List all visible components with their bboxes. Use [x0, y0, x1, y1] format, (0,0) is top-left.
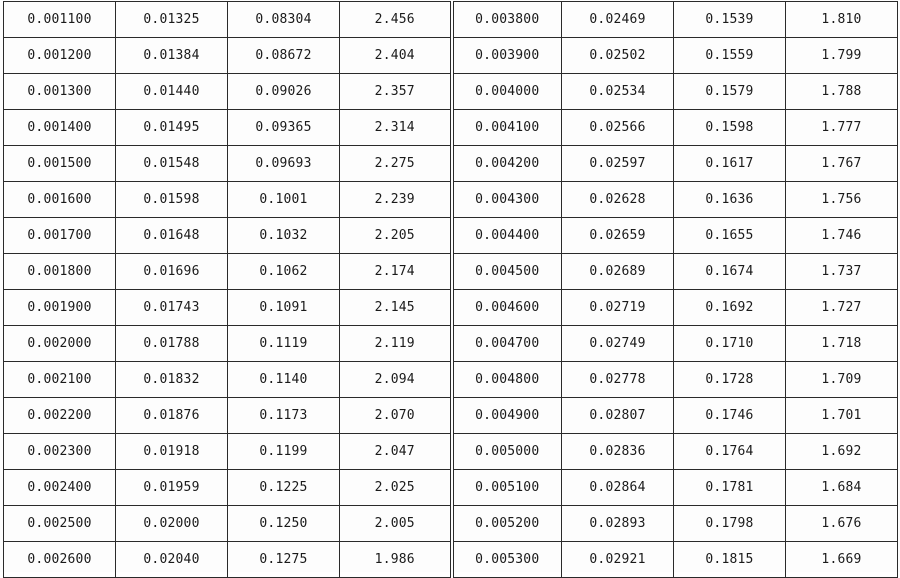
table-cell: 0.1119 — [228, 326, 340, 362]
table-cell: 1.727 — [786, 290, 898, 326]
table-cell: 0.1781 — [674, 470, 786, 506]
table-cell: 0.1559 — [674, 38, 786, 74]
table-cell: 0.02778 — [562, 362, 674, 398]
table-cell: 0.1275 — [228, 542, 340, 578]
table-cell: 0.1539 — [674, 2, 786, 38]
table-cell: 1.788 — [786, 74, 898, 110]
table-row — [4, 38, 898, 74]
table-row — [4, 434, 898, 470]
table-cell: 0.1655 — [674, 218, 786, 254]
table-cell: 0.005200 — [452, 506, 562, 542]
table-cell: 0.004800 — [452, 362, 562, 398]
table-cell: 0.02921 — [562, 542, 674, 578]
table-cell: 0.004300 — [452, 182, 562, 218]
table-cell: 1.692 — [786, 434, 898, 470]
table-cell: 0.1225 — [228, 470, 340, 506]
table-cell: 0.003800 — [452, 2, 562, 38]
table-row — [4, 146, 898, 182]
table-cell: 1.799 — [786, 38, 898, 74]
table-cell: 1.669 — [786, 542, 898, 578]
table-cell: 0.08672 — [228, 38, 340, 74]
table-cell: 1.701 — [786, 398, 898, 434]
table-cell: 0.1091 — [228, 290, 340, 326]
table-row — [4, 2, 898, 38]
table-cell: 0.1617 — [674, 146, 786, 182]
table-cell: 0.01918 — [116, 434, 228, 470]
table-cell: 1.756 — [786, 182, 898, 218]
table-row — [4, 290, 898, 326]
table-cell: 1.737 — [786, 254, 898, 290]
table-cell: 0.1598 — [674, 110, 786, 146]
table-cell: 0.004200 — [452, 146, 562, 182]
table-row — [4, 326, 898, 362]
table-cell: 0.02893 — [562, 506, 674, 542]
table-cell: 2.275 — [340, 146, 452, 182]
table-cell: 0.02597 — [562, 146, 674, 182]
table-cell: 0.001500 — [4, 146, 116, 182]
table-cell: 0.002000 — [4, 326, 116, 362]
table-cell: 0.02000 — [116, 506, 228, 542]
table-cell: 0.001600 — [4, 182, 116, 218]
table-cell: 0.1728 — [674, 362, 786, 398]
table-row — [4, 362, 898, 398]
table-cell: 1.676 — [786, 506, 898, 542]
table-row — [4, 398, 898, 434]
table-body — [4, 2, 898, 578]
table-cell: 0.01876 — [116, 398, 228, 434]
table-cell: 0.02749 — [562, 326, 674, 362]
table-cell: 0.1746 — [674, 398, 786, 434]
table-cell: 2.070 — [340, 398, 452, 434]
table-cell: 0.005100 — [452, 470, 562, 506]
table-cell: 0.002600 — [4, 542, 116, 578]
table-row — [4, 470, 898, 506]
table-cell: 0.001200 — [4, 38, 116, 74]
table-cell: 1.718 — [786, 326, 898, 362]
table-cell: 0.002500 — [4, 506, 116, 542]
table-cell: 0.001800 — [4, 254, 116, 290]
table-cell: 0.01325 — [116, 2, 228, 38]
table-cell: 0.02534 — [562, 74, 674, 110]
table-cell: 0.1674 — [674, 254, 786, 290]
table-cell: 2.145 — [340, 290, 452, 326]
table-row — [4, 182, 898, 218]
table-cell: 0.02719 — [562, 290, 674, 326]
table-cell: 0.01598 — [116, 182, 228, 218]
table-cell: 0.01743 — [116, 290, 228, 326]
table-cell: 0.004900 — [452, 398, 562, 434]
table-cell: 2.456 — [340, 2, 452, 38]
table-cell: 0.004600 — [452, 290, 562, 326]
table-cell: 0.01440 — [116, 74, 228, 110]
table-cell: 0.002200 — [4, 398, 116, 434]
table-cell: 0.005300 — [452, 542, 562, 578]
table-cell: 0.01788 — [116, 326, 228, 362]
table-cell: 0.02502 — [562, 38, 674, 74]
table-cell: 2.357 — [340, 74, 452, 110]
table-cell: 0.01959 — [116, 470, 228, 506]
table-cell: 1.684 — [786, 470, 898, 506]
table-cell: 0.1710 — [674, 326, 786, 362]
table-cell: 0.02836 — [562, 434, 674, 470]
table-cell: 0.1001 — [228, 182, 340, 218]
table-row — [4, 542, 898, 578]
table-cell: 0.1062 — [228, 254, 340, 290]
table-cell: 0.02864 — [562, 470, 674, 506]
table-cell: 0.02807 — [562, 398, 674, 434]
table-cell: 1.767 — [786, 146, 898, 182]
table-cell: 0.1173 — [228, 398, 340, 434]
table-cell: 0.08304 — [228, 2, 340, 38]
table-cell: 1.986 — [340, 542, 452, 578]
table-cell: 0.005000 — [452, 434, 562, 470]
table-cell: 0.02689 — [562, 254, 674, 290]
table-cell: 0.001900 — [4, 290, 116, 326]
table-cell: 0.004100 — [452, 110, 562, 146]
table-cell: 0.1692 — [674, 290, 786, 326]
table-cell: 2.119 — [340, 326, 452, 362]
table-cell: 0.002100 — [4, 362, 116, 398]
table-cell: 0.1032 — [228, 218, 340, 254]
data-table — [3, 1, 898, 578]
table-cell: 1.709 — [786, 362, 898, 398]
table-cell: 0.1764 — [674, 434, 786, 470]
table-cell: 0.02566 — [562, 110, 674, 146]
table-row — [4, 506, 898, 542]
table-row — [4, 74, 898, 110]
table-row — [4, 218, 898, 254]
table-cell: 0.01384 — [116, 38, 228, 74]
table-cell: 1.777 — [786, 110, 898, 146]
table-cell: 0.1636 — [674, 182, 786, 218]
table-cell: 0.01648 — [116, 218, 228, 254]
table-cell: 0.02469 — [562, 2, 674, 38]
table-cell: 0.1199 — [228, 434, 340, 470]
table-cell: 0.01832 — [116, 362, 228, 398]
table-cell: 1.810 — [786, 2, 898, 38]
table-cell: 2.205 — [340, 218, 452, 254]
table-cell: 0.1798 — [674, 506, 786, 542]
table-cell: 0.02628 — [562, 182, 674, 218]
table-cell: 0.004700 — [452, 326, 562, 362]
table-cell: 2.404 — [340, 38, 452, 74]
table-cell: 2.047 — [340, 434, 452, 470]
table-cell: 0.01548 — [116, 146, 228, 182]
table-cell: 0.002400 — [4, 470, 116, 506]
table-cell: 0.09026 — [228, 74, 340, 110]
table-cell: 0.02040 — [116, 542, 228, 578]
table-cell: 1.746 — [786, 218, 898, 254]
table-cell: 0.001400 — [4, 110, 116, 146]
table-cell: 2.025 — [340, 470, 452, 506]
table-cell: 0.09365 — [228, 110, 340, 146]
table-cell: 0.02659 — [562, 218, 674, 254]
table-cell: 2.239 — [340, 182, 452, 218]
table-cell: 2.094 — [340, 362, 452, 398]
table-cell: 2.174 — [340, 254, 452, 290]
table-row — [4, 110, 898, 146]
table-cell: 0.001700 — [4, 218, 116, 254]
table-row — [4, 254, 898, 290]
table-cell: 0.01696 — [116, 254, 228, 290]
table-cell: 2.005 — [340, 506, 452, 542]
table-cell: 0.004500 — [452, 254, 562, 290]
table-cell: 0.1140 — [228, 362, 340, 398]
table-cell: 2.314 — [340, 110, 452, 146]
table-cell: 0.002300 — [4, 434, 116, 470]
table-cell: 0.001100 — [4, 2, 116, 38]
table-cell: 0.1250 — [228, 506, 340, 542]
table-cell: 0.004400 — [452, 218, 562, 254]
table-cell: 0.01495 — [116, 110, 228, 146]
table-cell: 0.001300 — [4, 74, 116, 110]
table-cell: 0.003900 — [452, 38, 562, 74]
table-cell: 0.09693 — [228, 146, 340, 182]
table-cell: 0.004000 — [452, 74, 562, 110]
table-cell: 0.1579 — [674, 74, 786, 110]
table-cell: 0.1815 — [674, 542, 786, 578]
